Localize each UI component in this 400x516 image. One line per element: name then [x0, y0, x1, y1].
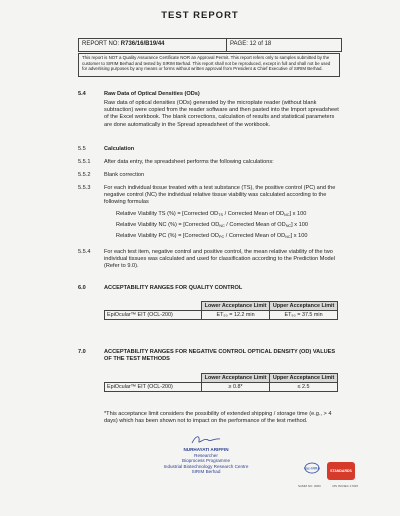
signatory-organisation: SIRIM Berhad [191, 469, 221, 475]
upper-limit-cell: ≤ 2.5 [270, 383, 338, 392]
section-paragraph: After data entry, the spreadsheet performs the following calculations: [104, 159, 274, 165]
formula-nc: Relative Viability NC (%) = [Corrected $OD_{NC}$ / Corrected Mean of $OD_{NC}$] x 100 [116, 222, 308, 228]
table-row [105, 383, 338, 392]
column-header: Upper Acceptance Limit [270, 302, 338, 311]
report-number-cell [79, 39, 227, 51]
table-header-row [105, 302, 338, 311]
qc-range-table [104, 301, 338, 320]
section-number: 5.5.2 [78, 172, 91, 178]
section-paragraph: For each test item, negative control and positive control, the mean relative viability of the two individual tissues was calculated and used for classification according to the Prediction Model (Refer to 9.0). [104, 249, 336, 270]
standards-malaysia-logo: STANDARDS [327, 462, 355, 480]
section-number: 6.0 [78, 285, 86, 291]
section-number: 5.4 [78, 91, 86, 97]
report-header [78, 38, 342, 52]
section-heading: Raw Data of Optical Densities (ODs) [104, 91, 200, 97]
report-number-label: REPORT NO: [82, 41, 121, 47]
nc-od-range-table [104, 373, 338, 392]
table-header-row [105, 374, 338, 383]
signatory-programme: Bioprocess Programme [182, 458, 230, 464]
table-footnote: *This acceptance limit considers the possibility of extended shipping / storage time (e.g., > 4 days) which has been shown not to impact on the performance of the test method. [104, 411, 332, 425]
signatory-centre: Industrial Biotechnology Research Centre [163, 463, 249, 469]
formula-pc: Relative Viability PC (%) = [Corrected $OD_{PC}$ / Corrected Mean of $OD_{NC}$] x 100 [116, 233, 308, 239]
table-empty-cell [105, 302, 202, 311]
section-paragraph: For each individual tissue treated with a test substance (TS), the positive control (PC) and the negative control (NC) the individual relative tissue viability was calculated according to the following formulas [104, 185, 336, 206]
lower-limit-cell: ≥ 0.8* [202, 383, 270, 392]
signatory-name: NURHAYATI ARIFFIN [183, 447, 229, 453]
handwritten-signature [186, 434, 226, 446]
signatory-title: Researcher [194, 452, 218, 458]
accreditation-caption: SAMM NO. 0083 MS ISO/IEC 17025 [298, 484, 358, 488]
table-row [105, 311, 338, 320]
section-heading: ACCEPTABILITY RANGES FOR QUALITY CONTROL [104, 285, 243, 291]
section-number: 7.0 [78, 349, 86, 355]
svg-text:ilac-MRA: ilac-MRA [303, 465, 321, 471]
lower-limit-cell: ET₅₀ = 12.2 min [202, 311, 270, 320]
section-heading: Calculation [104, 146, 135, 152]
row-label: EpiOcular™ EIT (OCL-200) [105, 383, 202, 392]
ilac-mra-logo [303, 462, 321, 476]
report-number: R736/16/B19/44 [120, 41, 165, 47]
table-empty-cell [105, 374, 202, 383]
signature-block [146, 434, 266, 474]
upper-limit-cell: ET₅₀ = 37.5 min [270, 311, 338, 320]
column-header: Upper Acceptance Limit [270, 374, 338, 383]
section-number: 5.5 [78, 146, 86, 152]
section-number: 5.5.1 [78, 159, 91, 165]
disclaimer-notice: This report is NOT a Quality Assurance Certificate NOR an Approval Permit. This report refers only to samples submitted by the customer to SIRIM Berhad and tested by SIRIM Berhad. This report shall not be reproduced, except in full and shall not be used for advertising purposes by any means or forms without written approval from President & Chief Executive of SIRIM Berhad. [78, 53, 340, 77]
page-number: PAGE: 12 of 18 [230, 41, 272, 47]
column-header: Lower Acceptance Limit [202, 374, 270, 383]
formula-ts: Relative Viability TS (%) = [Corrected $OD_{TS}$ / Corrected Mean of $OD_{NC}$] x 100 [116, 211, 307, 217]
section-number: 5.5.3 [78, 185, 91, 191]
page-title: TEST REPORT [161, 10, 239, 21]
section-heading: ACCEPTABILITY RANGES FOR NEGATIVE CONTROL OPTICAL DENSITY (OD) VALUES OF THE TEST METHODS [104, 349, 336, 363]
section-number: 5.5.4 [78, 249, 91, 255]
section-paragraph: Blank correction [104, 172, 145, 178]
section-paragraph: Raw data of optical densities (ODs) generated by the microplate reader (without blank subtraction) were copied from the reader software and then pasted into the Import spreadsheet of the Excel workbook. The blank corrections, calculation of results and statistical parameters are done automatically in the Spread spreadsheet of the workbook. [104, 100, 339, 128]
row-label: EpiOcular™ EIT (OCL-200) [105, 311, 202, 320]
column-header: Lower Acceptance Limit [202, 302, 270, 311]
